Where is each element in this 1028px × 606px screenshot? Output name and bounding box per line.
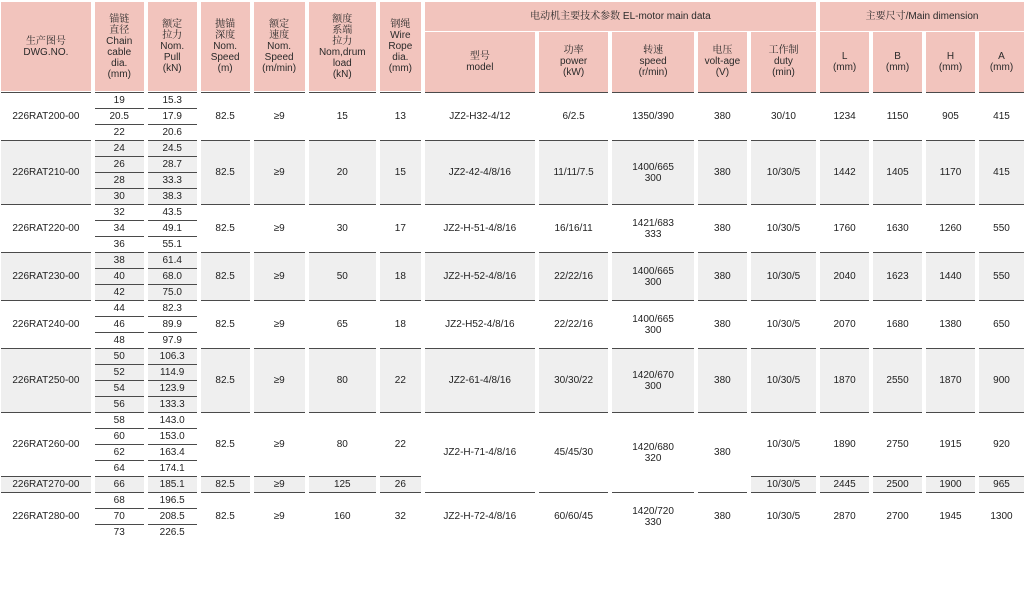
cell-model: JZ2-H-72-4/8/16 (425, 492, 535, 540)
cell-A: 965 (979, 476, 1024, 492)
cell-L: 1760 (820, 204, 869, 252)
cell-chain: 50 (95, 348, 144, 364)
cell-chain: 28 (95, 172, 144, 188)
cell-chain: 26 (95, 156, 144, 172)
cell-depth: 82.5 (201, 300, 250, 348)
header-drum: 额度 系端 拉力 Nom,drum load (kN) (309, 2, 376, 92)
cell-drum: 15 (309, 92, 376, 140)
header-L: L (mm) (820, 32, 869, 92)
header-depth: 抛锚 深度 Nom. Speed (m) (201, 2, 250, 92)
cell-chain: 62 (95, 444, 144, 460)
cell-duty: 10/30/5 (751, 252, 816, 300)
cell-B: 1680 (873, 300, 922, 348)
cell-pull: 61.4 (148, 252, 197, 268)
cell-rope: 18 (380, 252, 421, 300)
cell-L: 1234 (820, 92, 869, 140)
cell-L: 1442 (820, 140, 869, 204)
cell-drum: 50 (309, 252, 376, 300)
header-rope: 钢绳 Wire Rope dia. (mm) (380, 2, 421, 92)
cell-rpm: 1400/665 300 (612, 252, 694, 300)
cell-pull: 133.3 (148, 396, 197, 412)
cell-speed: ≥9 (254, 492, 305, 540)
cell-volt: 380 (698, 92, 747, 140)
cell-L: 2070 (820, 300, 869, 348)
cell-pull: 20.6 (148, 124, 197, 140)
cell-speed: ≥9 (254, 476, 305, 492)
cell-chain: 64 (95, 460, 144, 476)
cell-pull: 38.3 (148, 188, 197, 204)
cell-rpm: 1421/683 333 (612, 204, 694, 252)
cell-pull: 174.1 (148, 460, 197, 476)
cell-dwg: 226RAT200-00 (1, 92, 91, 140)
cell-model: JZ2-H-51-4/8/16 (425, 204, 535, 252)
header-motor-group: 电动机主要技术参数 EL-motor main data (425, 2, 816, 32)
cell-volt: 380 (698, 300, 747, 348)
cell-drum: 20 (309, 140, 376, 204)
cell-chain: 44 (95, 300, 144, 316)
cell-dwg: 226RAT260-00 (1, 412, 91, 476)
cell-duty: 10/30/5 (751, 140, 816, 204)
header-dimension-group: 主要尺寸/Main dimension (820, 2, 1024, 32)
header-speed: 额定 速度 Nom. Speed (m/min) (254, 2, 305, 92)
cell-chain: 32 (95, 204, 144, 220)
cell-rope: 18 (380, 300, 421, 348)
cell-pull: 153.0 (148, 428, 197, 444)
cell-L: 2870 (820, 492, 869, 540)
cell-pull: 163.4 (148, 444, 197, 460)
cell-pull: 33.3 (148, 172, 197, 188)
cell-pull: 24.5 (148, 140, 197, 156)
cell-speed: ≥9 (254, 204, 305, 252)
cell-duty: 10/30/5 (751, 492, 816, 540)
cell-dwg: 226RAT270-00 (1, 476, 91, 492)
cell-power: 30/30/22 (539, 348, 608, 412)
cell-volt: 380 (698, 412, 747, 492)
header-rpm: 转速 speed (r/min) (612, 32, 694, 92)
cell-speed: ≥9 (254, 92, 305, 140)
table-row (1, 204, 1024, 220)
cell-pull: 49.1 (148, 220, 197, 236)
header-model: 型号 model (425, 32, 535, 92)
cell-chain: 48 (95, 332, 144, 348)
cell-rope: 17 (380, 204, 421, 252)
cell-rope: 13 (380, 92, 421, 140)
cell-chain: 24 (95, 140, 144, 156)
cell-B: 2550 (873, 348, 922, 412)
cell-speed: ≥9 (254, 348, 305, 412)
cell-rpm: 1420/720 330 (612, 492, 694, 540)
cell-depth: 82.5 (201, 92, 250, 140)
cell-A: 415 (979, 92, 1024, 140)
cell-pull: 185.1 (148, 476, 197, 492)
cell-A: 415 (979, 140, 1024, 204)
cell-pull: 114.9 (148, 364, 197, 380)
cell-drum: 65 (309, 300, 376, 348)
cell-H: 1870 (926, 348, 975, 412)
cell-rpm: 1420/680 320 (612, 412, 694, 492)
cell-chain: 60 (95, 428, 144, 444)
cell-dwg: 226RAT240-00 (1, 300, 91, 348)
header-duty: 工作制 duty (min) (751, 32, 816, 92)
cell-depth: 82.5 (201, 492, 250, 540)
cell-B: 1405 (873, 140, 922, 204)
cell-pull: 123.9 (148, 380, 197, 396)
cell-H: 1380 (926, 300, 975, 348)
cell-chain: 42 (95, 284, 144, 300)
cell-pull: 97.9 (148, 332, 197, 348)
cell-chain: 52 (95, 364, 144, 380)
header-H: H (mm) (926, 32, 975, 92)
cell-drum: 80 (309, 412, 376, 476)
cell-A: 650 (979, 300, 1024, 348)
cell-H: 1440 (926, 252, 975, 300)
cell-L: 2040 (820, 252, 869, 300)
cell-A: 550 (979, 204, 1024, 252)
cell-speed: ≥9 (254, 300, 305, 348)
cell-chain: 68 (95, 492, 144, 508)
cell-depth: 82.5 (201, 252, 250, 300)
cell-B: 1630 (873, 204, 922, 252)
cell-B: 2750 (873, 412, 922, 476)
cell-pull: 196.5 (148, 492, 197, 508)
cell-rpm: 1400/665 300 (612, 140, 694, 204)
cell-L: 1890 (820, 412, 869, 476)
cell-model: JZ2-42-4/8/16 (425, 140, 535, 204)
cell-duty: 10/30/5 (751, 300, 816, 348)
cell-model: JZ2-H-71-4/8/16 (425, 412, 535, 492)
header-A: A (mm) (979, 32, 1024, 92)
cell-depth: 82.5 (201, 204, 250, 252)
cell-power: 22/22/16 (539, 252, 608, 300)
cell-H: 1900 (926, 476, 975, 492)
cell-pull: 43.5 (148, 204, 197, 220)
cell-chain: 46 (95, 316, 144, 332)
cell-H: 1260 (926, 204, 975, 252)
cell-rope: 26 (380, 476, 421, 492)
table-row (1, 300, 1024, 316)
cell-A: 900 (979, 348, 1024, 412)
cell-drum: 125 (309, 476, 376, 492)
cell-depth: 82.5 (201, 140, 250, 204)
cell-H: 905 (926, 92, 975, 140)
cell-duty: 10/30/5 (751, 412, 816, 476)
cell-power: 60/60/45 (539, 492, 608, 540)
cell-pull: 75.0 (148, 284, 197, 300)
cell-pull: 68.0 (148, 268, 197, 284)
cell-drum: 160 (309, 492, 376, 540)
cell-pull: 17.9 (148, 108, 197, 124)
cell-rpm: 1350/390 (612, 92, 694, 140)
cell-pull: 89.9 (148, 316, 197, 332)
cell-depth: 82.5 (201, 348, 250, 412)
header-voltage: 电压 volt-age (V) (698, 32, 747, 92)
cell-rpm: 1420/670 300 (612, 348, 694, 412)
header-pull: 额定 拉力 Nom. Pull (kN) (148, 2, 197, 92)
cell-rope: 15 (380, 140, 421, 204)
cell-chain: 30 (95, 188, 144, 204)
cell-power: 11/11/7.5 (539, 140, 608, 204)
cell-volt: 380 (698, 492, 747, 540)
cell-dwg: 226RAT230-00 (1, 252, 91, 300)
cell-chain: 54 (95, 380, 144, 396)
cell-chain: 34 (95, 220, 144, 236)
cell-chain: 56 (95, 396, 144, 412)
cell-pull: 106.3 (148, 348, 197, 364)
cell-rpm: 1400/665 300 (612, 300, 694, 348)
cell-speed: ≥9 (254, 252, 305, 300)
header-chain: 锚链 直径 Chain cable dia. (mm) (95, 2, 144, 92)
cell-dwg: 226RAT280-00 (1, 492, 91, 540)
table-row (1, 252, 1024, 268)
cell-duty: 10/30/5 (751, 476, 816, 492)
cell-L: 2445 (820, 476, 869, 492)
table-row (1, 92, 1024, 108)
cell-pull: 28.7 (148, 156, 197, 172)
cell-pull: 208.5 (148, 508, 197, 524)
cell-chain: 36 (95, 236, 144, 252)
cell-chain: 38 (95, 252, 144, 268)
cell-chain: 66 (95, 476, 144, 492)
cell-power: 16/16/11 (539, 204, 608, 252)
cell-volt: 380 (698, 252, 747, 300)
cell-duty: 10/30/5 (751, 348, 816, 412)
table-row (1, 348, 1024, 364)
cell-chain: 73 (95, 524, 144, 540)
cell-L: 1870 (820, 348, 869, 412)
table-row (1, 492, 1024, 508)
cell-volt: 380 (698, 140, 747, 204)
cell-drum: 80 (309, 348, 376, 412)
spec-table (0, 2, 1028, 540)
cell-chain: 58 (95, 412, 144, 428)
cell-model: JZ2-H32-4/12 (425, 92, 535, 140)
cell-depth: 82.5 (201, 476, 250, 492)
cell-pull: 15.3 (148, 92, 197, 108)
table-row (1, 140, 1024, 156)
cell-dwg: 226RAT250-00 (1, 348, 91, 412)
cell-chain: 22 (95, 124, 144, 140)
cell-H: 1945 (926, 492, 975, 540)
table-row (1, 412, 1024, 428)
cell-H: 1170 (926, 140, 975, 204)
cell-model: JZ2-H-52-4/8/16 (425, 252, 535, 300)
cell-rope: 22 (380, 348, 421, 412)
cell-pull: 82.3 (148, 300, 197, 316)
cell-B: 1150 (873, 92, 922, 140)
cell-model: JZ2-H52-4/8/16 (425, 300, 535, 348)
cell-chain: 40 (95, 268, 144, 284)
cell-A: 920 (979, 412, 1024, 476)
cell-depth: 82.5 (201, 412, 250, 476)
cell-A: 550 (979, 252, 1024, 300)
cell-chain: 19 (95, 92, 144, 108)
cell-power: 6/2.5 (539, 92, 608, 140)
cell-chain: 20.5 (95, 108, 144, 124)
cell-speed: ≥9 (254, 140, 305, 204)
cell-volt: 380 (698, 204, 747, 252)
cell-duty: 10/30/5 (751, 204, 816, 252)
cell-dwg: 226RAT220-00 (1, 204, 91, 252)
header-dwg: 生产图号 DWG.NO. (1, 2, 91, 92)
cell-speed: ≥9 (254, 412, 305, 476)
cell-pull: 55.1 (148, 236, 197, 252)
cell-drum: 30 (309, 204, 376, 252)
header-B: B (mm) (873, 32, 922, 92)
cell-duty: 30/10 (751, 92, 816, 140)
cell-pull: 226.5 (148, 524, 197, 540)
cell-H: 1915 (926, 412, 975, 476)
table-body (1, 92, 1024, 540)
cell-B: 2500 (873, 476, 922, 492)
cell-rope: 22 (380, 412, 421, 476)
cell-B: 1623 (873, 252, 922, 300)
cell-pull: 143.0 (148, 412, 197, 428)
cell-power: 22/22/16 (539, 300, 608, 348)
cell-power: 45/45/30 (539, 412, 608, 492)
cell-chain: 70 (95, 508, 144, 524)
cell-volt: 380 (698, 348, 747, 412)
cell-rope: 32 (380, 492, 421, 540)
header-power: 功率 power (kW) (539, 32, 608, 92)
cell-model: JZ2-61-4/8/16 (425, 348, 535, 412)
cell-dwg: 226RAT210-00 (1, 140, 91, 204)
cell-A: 1300 (979, 492, 1024, 540)
cell-B: 2700 (873, 492, 922, 540)
